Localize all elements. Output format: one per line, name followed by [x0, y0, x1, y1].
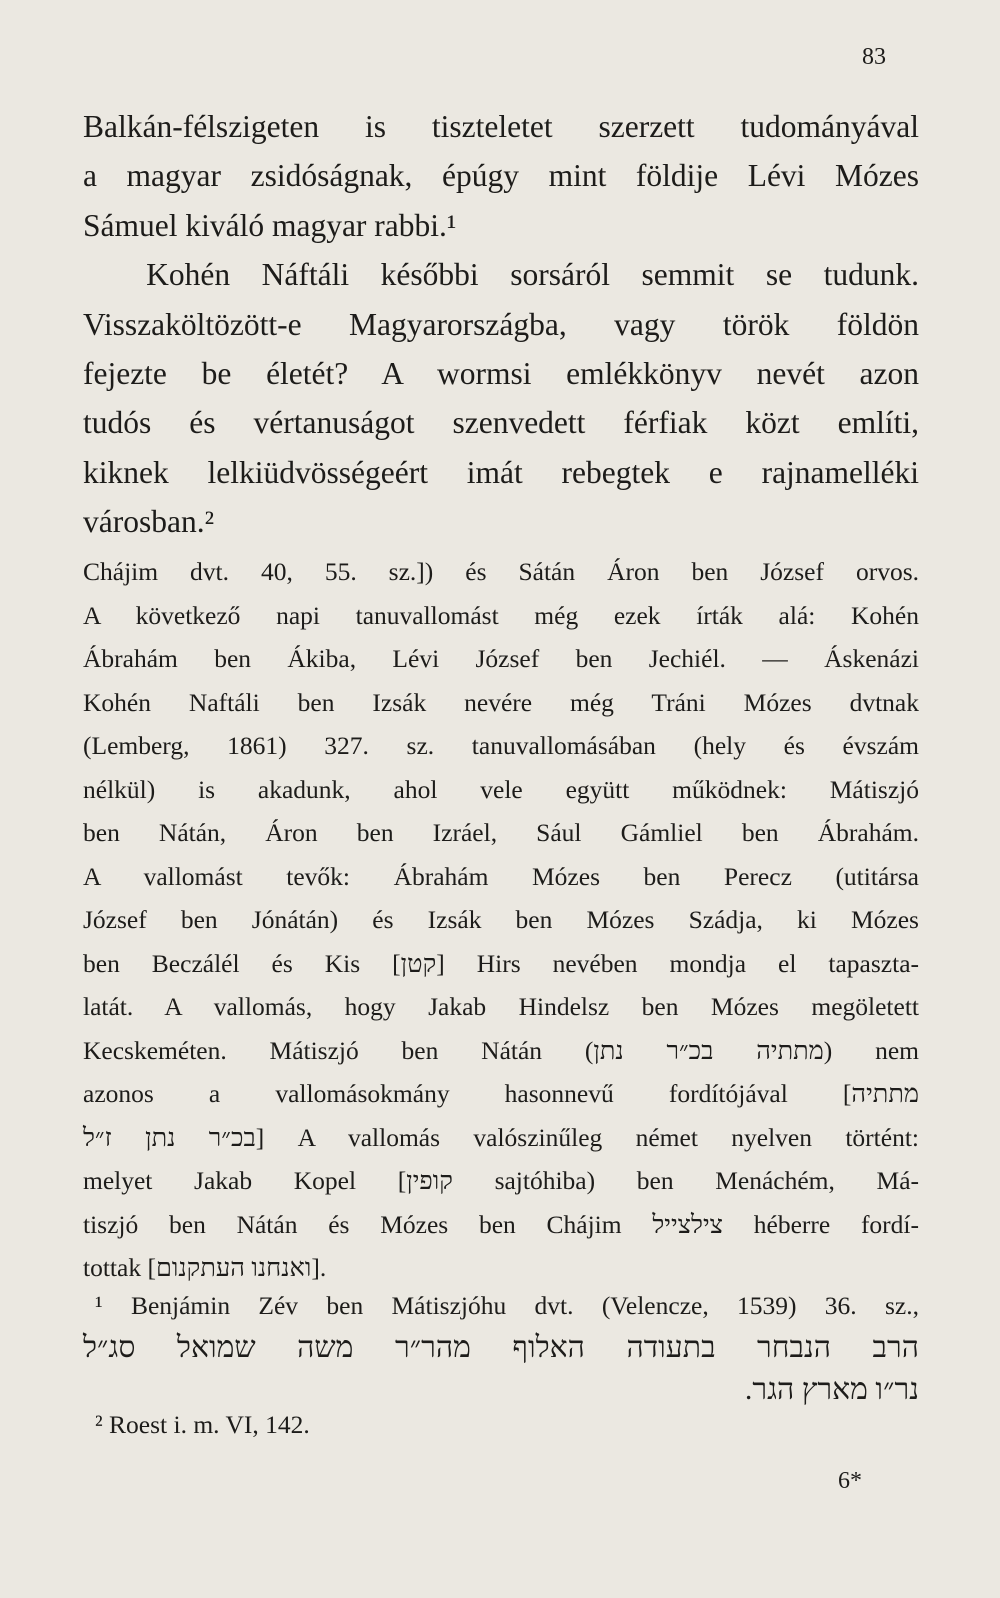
page-number: 83 — [862, 44, 886, 70]
body-line: Balkán-félszigeten is tiszteletet szerzett tudományával — [83, 109, 919, 144]
footnote-1-hebrew-line: נר״ו מארץ הגר. — [744, 1373, 919, 1406]
body-line: városban.² — [83, 504, 215, 540]
note-line: A következő napi tanuvallomást még ezek írták alá: Kohén — [83, 600, 919, 630]
signature-mark: 6* — [838, 1468, 862, 1494]
body-line: fejezte be életét? A wormsi emlékkönyv nevét azon — [83, 355, 919, 391]
body-line: Visszaköltözött-e Magyarországba, vagy török földön — [83, 306, 919, 342]
note-line: ben Nátán, Áron ben Izráel, Sául Gámliel ben Ábrahám. — [83, 818, 919, 847]
footnote-1-hebrew-line: הרב הנבחר בתעודה האלוף מהר״ר משה שמואל סג״ל — [83, 1331, 919, 1364]
footnote-1-text: ¹ Benjámin Zév ben Mátiszjóhu dvt. (Velencze, 1539) 36. sz., — [95, 1291, 919, 1320]
note-line: József ben Jónátán) és Izsák ben Mózes Szádja, ki Mózes — [83, 905, 919, 934]
note-line: tottak [ואנחנו העתקנום]. — [83, 1253, 327, 1282]
footnote-1 — [83, 1285, 919, 1411]
note-line: azonos a vallomásokmány hasonnevű fordítójával [מתתיה — [83, 1079, 919, 1108]
body-line: tudós és vértanuságot szenvedett férfiak közt említi, — [83, 405, 919, 441]
note-line: Ábrahám ben Ákiba, Lévi József ben Jechiél. — Áskenázi — [83, 644, 919, 673]
note-line: Kecskeméten. Mátiszjó ben Nátán (מתתיה בכ״ר נתן) nem — [83, 1035, 919, 1065]
footnote-2: ² Roest i. m. VI, 142. — [95, 1410, 310, 1439]
note-line: בכ״ר נתן ז״ל] A vallomás valószinűleg német nyelven történt: — [83, 1122, 919, 1152]
note-line: Chájim dvt. 40, 55. sz.]) és Sátán Áron ben József orvos. — [83, 557, 919, 586]
note-line: nélkül) is akadunk, ahol vele együtt működnek: Mátiszjó — [83, 774, 919, 804]
note-line: Kohén Naftáli ben Izsák nevére még Tráni Mózes dvtnak — [83, 687, 919, 717]
note-line: ben Beczálél és Kis [קטן] Hirs nevében mondja el tapaszta- — [83, 948, 919, 978]
body-line: a magyar zsidóságnak, épúgy mint földije Lévi Mózes — [83, 158, 919, 194]
body-line: Kohén Náftáli későbbi sorsáról semmit se tudunk. — [83, 257, 919, 293]
body-line: Sámuel kiváló magyar rabbi.¹ — [83, 207, 457, 243]
main-paragraph — [83, 102, 919, 547]
body-line: kiknek lelkiüdvösségeért imát rebegtek e rajnamelléki — [83, 454, 919, 490]
footnote-continuation — [83, 550, 919, 1290]
note-line: latát. A vallomás, hogy Jakab Hindelsz ben Mózes megöletett — [83, 992, 919, 1021]
note-line: melyet Jakab Kopel [קופין sajtóhiba) ben Menáchém, Má- — [83, 1166, 920, 1195]
note-line: tiszjó ben Nátán és Mózes ben Chájim צילצייל héberre fordí- — [83, 1209, 920, 1239]
note-line: A vallomást tevők: Ábrahám Mózes ben Perecz (utitársa — [83, 861, 919, 891]
note-line: (Lemberg, 1861) 327. sz. tanuvallomásában (hely és évszám — [83, 731, 919, 760]
